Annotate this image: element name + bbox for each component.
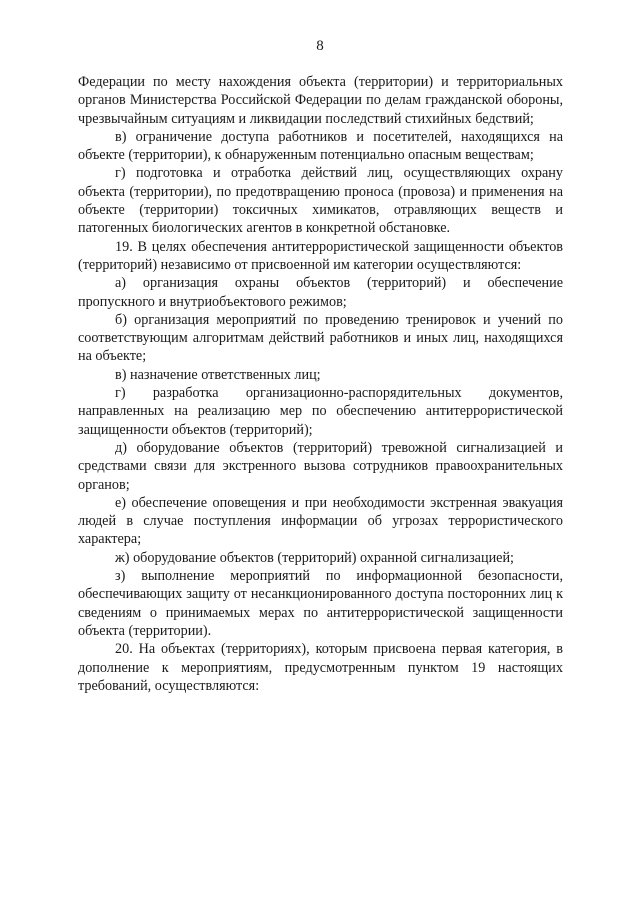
list-item-g-training: г) подготовка и отработка действий лиц, осуществляющих охрану объекта (территории), по предотвращению проноса (провоза) и применения на объекте (территории) токсичных химикатов, отравляющих веществ и патогенных биологических агентов в конкретной обстановке. <box>78 165 563 237</box>
list-item-v-restriction: в) ограничение доступа работников и посетителей, находящихся на объекте (территории), к обнаруженным потенциально опасным веществам; <box>78 128 563 164</box>
page-number: 8 <box>316 38 324 54</box>
list-item-b-exercises: б) организация мероприятий по проведению тренировок и учений по соответствующим алгоритмам действий работников и иных лиц, находящихся на объекте; <box>78 311 563 365</box>
list-item-g-documents: г) разработка организационно-распорядительных документов, направленных на реализацию мер по обеспечению антитеррористической защищенности объектов (территорий); <box>78 385 563 438</box>
paragraph-continuation: Федерации по месту нахождения объекта (территории) и территориальных органов Министерства Российской Федерации по делам гражданской обороны, чрезвычайным ситуациям и ликвидации последствий стихийных бедствий; <box>78 74 563 127</box>
list-item-d-alarm: д) оборудование объектов (территорий) тревожной сигнализацией и средствами связи для экстренного вызова сотрудников правоохранительных органов; <box>78 439 563 493</box>
document-body <box>78 73 563 695</box>
list-item-v-responsible: в) назначение ответственных лиц; <box>115 366 321 383</box>
list-item-z-infosec: з) выполнение мероприятий по информационной безопасности, обеспечивающих защиту от несанкционированного доступа посторонних лиц к сведениям о принимаемых мерах по антитеррористической защищенности объекта (территории). <box>78 568 563 639</box>
clause-19: 19. В целях обеспечения антитеррористической защищенности объектов (территорий) независимо от присвоенной им категории осуществляются: <box>78 238 563 273</box>
clause-20: 20. На объектах (территориях), которым присвоена первая категория, в дополнение к мероприятиям, предусмотренным пунктом 19 настоящих требований, осуществляются: <box>78 641 563 694</box>
list-item-zh-security-alarm: ж) оборудование объектов (территорий) охранной сигнализацией; <box>115 549 515 566</box>
list-item-e-evacuation: е) обеспечение оповещения и при необходимости экстренная эвакуация людей в случае поступления информации об угрозах террористического характера; <box>78 494 563 548</box>
list-item-a-security: а) организация охраны объектов (территорий) и обеспечение пропускного и внутриобъектового режимов; <box>78 275 563 310</box>
